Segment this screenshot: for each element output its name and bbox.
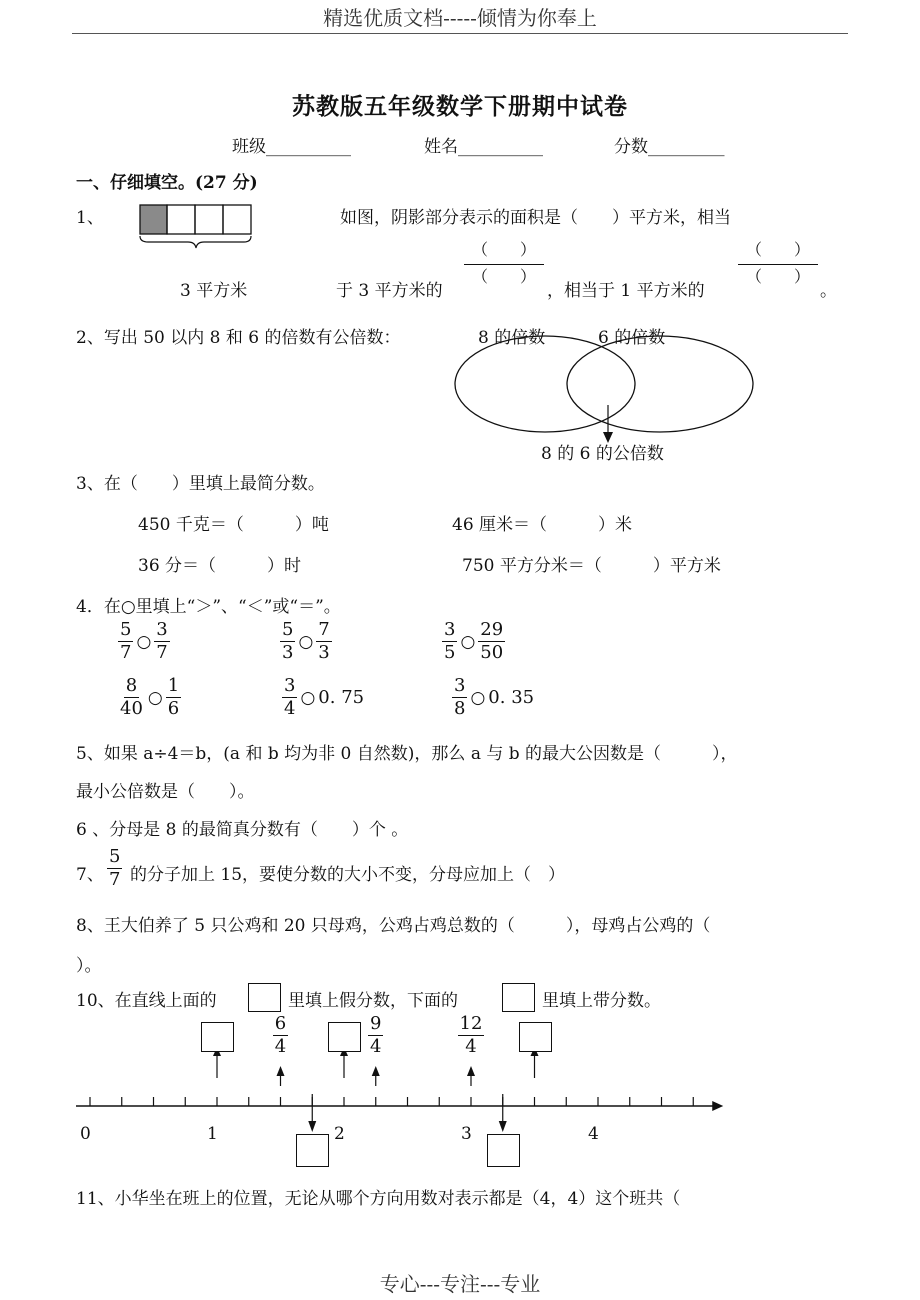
q2-text: 2、写出 50 以内 8 和 6 的倍数有公倍数： <box>76 328 401 348</box>
q7-text: 的分子加上 15，要使分数的大小不变，分母应加上（ ） <box>130 865 566 885</box>
down-arrow-icon <box>308 1121 316 1132</box>
answer-box-top[interactable] <box>328 1022 361 1052</box>
numerator: 3 <box>454 675 466 696</box>
q10-text-c: 里填上带分数。 <box>542 991 661 1011</box>
q1-text-b3: 。 <box>820 281 837 301</box>
decimal-value: 0. 75 <box>318 687 365 708</box>
number-line-fraction <box>362 1014 390 1057</box>
q3-item[interactable]: 750 平方分米＝（ ）平方米 <box>462 556 721 576</box>
page-header: 精选优质文档-----倾情为你奉上 <box>323 6 597 30</box>
q3-item[interactable]: 36 分＝（ ）时 <box>138 556 302 576</box>
venn-label-6: 6 的倍数 <box>598 328 666 348</box>
up-arrow-icon <box>467 1066 475 1076</box>
numerator: 5 <box>282 619 294 640</box>
exam-title: 苏教版五年级数学下册期中试卷 <box>292 93 628 120</box>
number-line-fraction <box>267 1014 295 1057</box>
q5-line2: 最小公倍数是（ ）。 <box>76 782 255 802</box>
numerator: 5 <box>109 846 121 867</box>
q6-text: 6 、分母是 8 的最简真分数有（ ）个 。 <box>76 820 409 840</box>
numerator: 3 <box>444 619 456 640</box>
q10-text-b: 里填上假分数，下面的 <box>288 991 458 1011</box>
tick-label: 1 <box>207 1124 218 1144</box>
denominator: 6 <box>167 698 180 719</box>
denominator: 3 <box>318 642 330 663</box>
answer-box-bottom[interactable] <box>296 1134 329 1167</box>
denominator: 3 <box>282 642 294 663</box>
q8-line1: 8、王大伯养了 5 只公鸡和 20 只母鸡，公鸡占鸡总数的（ ），母鸡占公鸡的（ <box>76 916 711 936</box>
q1-text: 如图，阴影部分表示的面积是（ ）平方米，相当 <box>340 208 731 228</box>
answer-box-top[interactable] <box>519 1022 552 1052</box>
q7-prefix: 7、 <box>76 865 104 885</box>
numerator: 3 <box>156 619 168 640</box>
numerator: 8 <box>125 675 138 696</box>
numerator: 1 <box>167 675 180 696</box>
denominator: 4 <box>284 698 296 719</box>
q1-area-label: 3 平方米 <box>180 281 248 301</box>
q4-text: 4．在○里填上“＞”、“＜”或“＝”。 <box>76 597 341 617</box>
answer-box-bottom[interactable] <box>487 1134 520 1167</box>
q8-line2: ）。 <box>76 956 102 976</box>
compare-circle[interactable]: ○ <box>136 631 152 652</box>
venn-label-common: 8 的 6 的公倍数 <box>541 444 664 464</box>
denominator-blank[interactable]: （ ） <box>745 267 810 286</box>
up-arrow-icon <box>372 1066 380 1076</box>
numerator: 7 <box>318 619 330 640</box>
section-heading: 一、仔细填空。(27 分) <box>76 173 258 193</box>
numerator-blank[interactable]: （ ） <box>471 240 536 259</box>
q3-item[interactable]: 46 厘米＝（ ）米 <box>452 515 633 535</box>
numerator: 29 <box>480 619 504 640</box>
tick-label: 4 <box>588 1124 599 1144</box>
numerator: 12 <box>459 1013 483 1034</box>
answer-box-top[interactable] <box>201 1022 234 1052</box>
axis-arrow-icon <box>712 1101 723 1111</box>
score-field[interactable]: 分数_________ <box>614 137 725 157</box>
denominator: 7 <box>109 869 121 890</box>
denominator: 5 <box>444 642 456 663</box>
denominator: 4 <box>370 1036 382 1057</box>
denominator: 50 <box>480 642 504 663</box>
tick-label: 0 <box>80 1124 91 1144</box>
compare-circle[interactable]: ○ <box>470 687 486 708</box>
tick-label: 2 <box>334 1124 345 1144</box>
q1-text-b1: 于 3 平方米的 <box>336 281 443 301</box>
compare-circle[interactable]: ○ <box>147 687 163 708</box>
down-arrow-icon <box>499 1121 507 1132</box>
compare-circle[interactable]: ○ <box>300 687 316 708</box>
numerator: 5 <box>120 619 132 640</box>
denominator: 7 <box>120 642 132 663</box>
denominator: 8 <box>454 698 466 719</box>
compare-circle[interactable]: ○ <box>298 631 314 652</box>
up-arrow-icon <box>277 1066 285 1076</box>
compare-circle[interactable]: ○ <box>460 631 476 652</box>
number-line-fraction <box>457 1014 485 1057</box>
q5-line1: 5、如果 a÷4＝b，(a 和 b 均为非 0 自然数)，那么 a 与 b 的最大公因数是（ ）， <box>76 744 738 764</box>
numerator: 6 <box>274 1013 287 1034</box>
denominator: 4 <box>274 1036 287 1057</box>
page-footer: 专心---专注---专业 <box>379 1272 541 1296</box>
numerator: 9 <box>370 1013 382 1034</box>
denominator: 4 <box>465 1036 477 1057</box>
denominator-blank[interactable]: （ ） <box>471 267 536 286</box>
numerator: 3 <box>284 675 296 696</box>
name-field[interactable]: 姓名__________ <box>424 137 543 157</box>
denominator: 40 <box>120 698 143 719</box>
q3-text: 3、在（ ）里填上最简分数。 <box>76 474 325 494</box>
venn-label-8: 8 的倍数 <box>478 328 546 348</box>
q3-item[interactable]: 450 千克＝（ ）吨 <box>138 515 329 535</box>
class-field[interactable]: 班级__________ <box>232 137 351 157</box>
decimal-value: 0. 35 <box>488 687 535 708</box>
q10-text-a: 10、在直线上面的 <box>76 991 217 1011</box>
numerator-blank[interactable]: （ ） <box>745 240 810 259</box>
q1-text-b2: ，相当于 1 平方米的 <box>547 281 705 301</box>
tick-label: 3 <box>461 1124 472 1144</box>
denominator: 7 <box>156 642 168 663</box>
q11-text: 11、小华坐在班上的位置，无论从哪个方向用数对表示都是（4，4）这个班共（ <box>76 1189 681 1209</box>
q1-number: 1、 <box>76 208 104 228</box>
